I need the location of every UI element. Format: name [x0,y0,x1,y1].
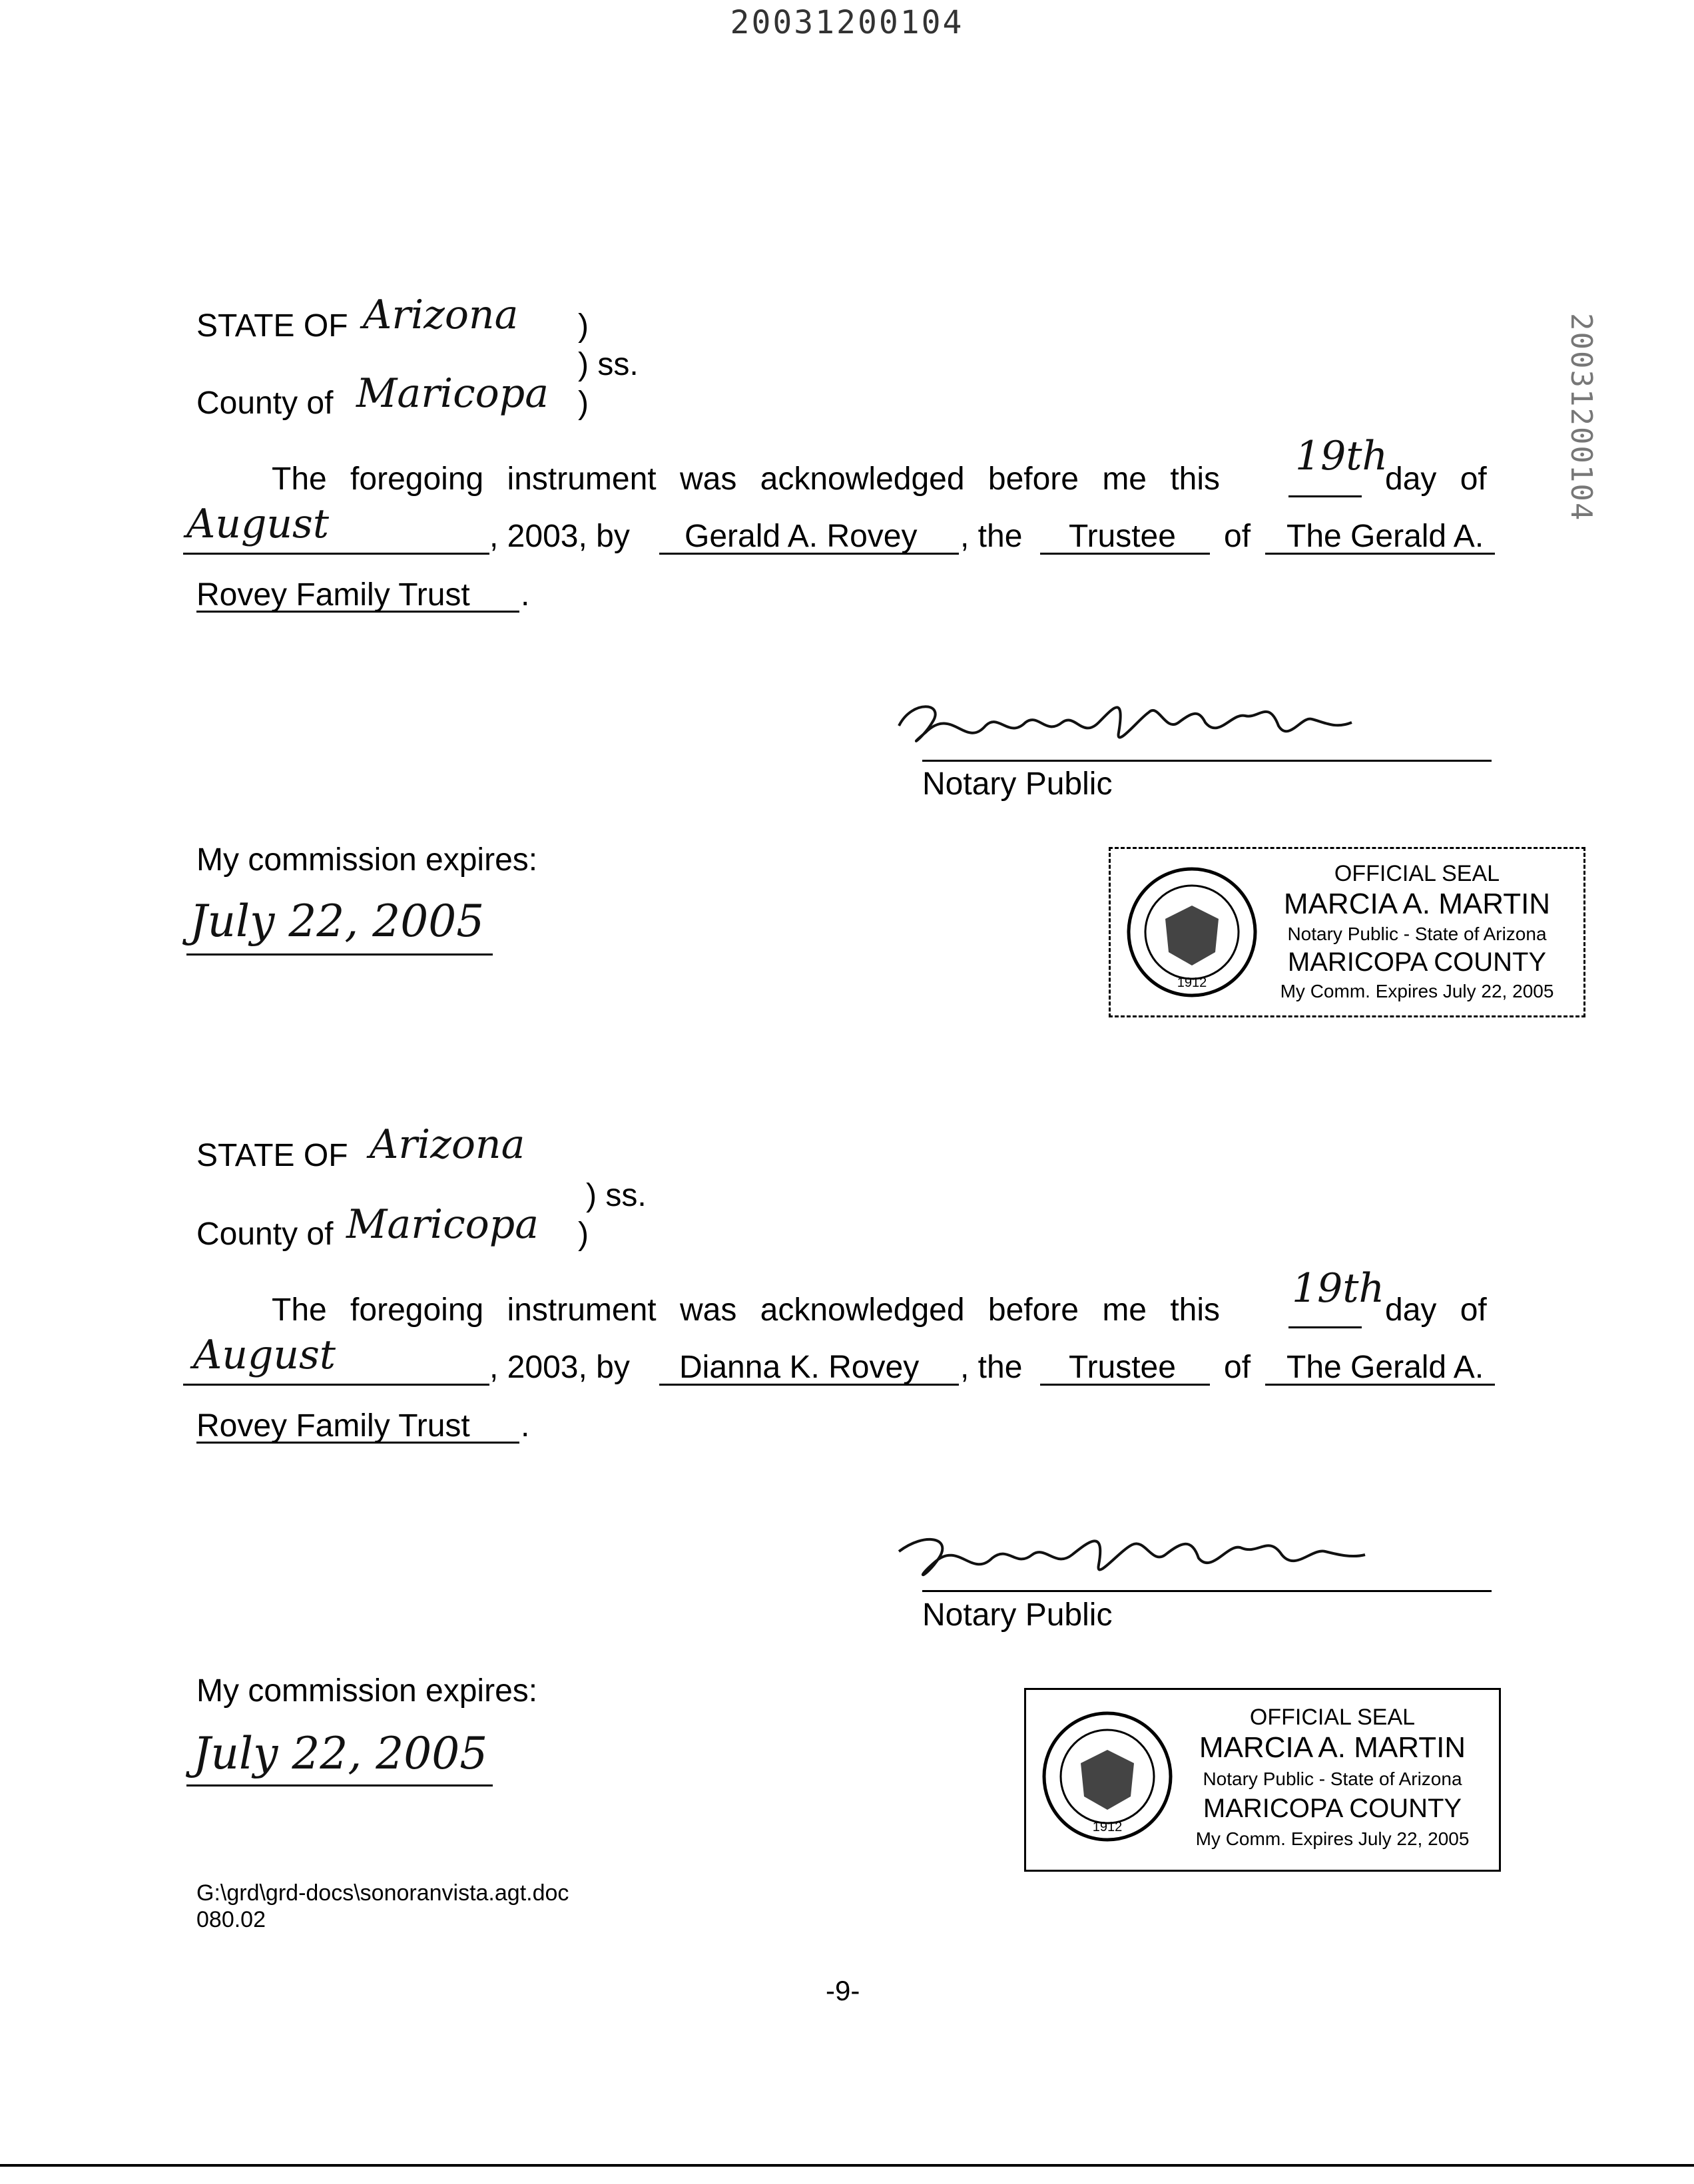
expiry-underline [186,954,493,956]
commission-label: My commission expires: [196,1673,538,1709]
seal-line-4: MARICOPA COUNTY [1203,1794,1462,1823]
entity-line-2: Rovey Family Trust [196,577,470,613]
notary-signature-1 [886,686,1432,766]
signer-name: Dianna K. Rovey [679,1350,920,1385]
day-of-label: day of [1385,1292,1487,1328]
seal-line-5: My Comm. Expires July 22, 2005 [1195,1828,1470,1849]
doc-code: 080.02 [196,1907,266,1932]
seal-line-1: OFFICIAL SEAL [1334,861,1500,886]
day-of-label: day of [1385,461,1487,497]
ss-label: ) ss. [586,1178,647,1213]
county-label: County of [196,386,334,421]
month-handwritten: August [186,501,329,547]
the-label: , the [960,519,1023,554]
the-label: , the [960,1350,1023,1385]
acknowledgment-intro: The foregoing instrument was acknowledged before me this [272,1292,1221,1328]
paren: ) [578,1217,589,1252]
seal-line-5: My Comm. Expires July 22, 2005 [1280,981,1554,1001]
entity-line-1: The Gerald A. [1286,1350,1484,1385]
file-path: G:\grd\grd-docs\sonoranvista.agt.doc [196,1880,569,1906]
signature-line [922,760,1492,762]
ss-label: ) ss. [578,347,639,382]
seal-line-3: Notary Public - State of Arizona [1203,1769,1462,1789]
seal-emblem-year: 1912 [1092,1820,1123,1834]
seal-line-4: MARICOPA COUNTY [1287,948,1547,977]
seal-line-2: MARCIA A. MARTIN [1283,888,1551,920]
notary-seal-2 [1024,1688,1501,1872]
notary-public-label: Notary Public [922,1597,1113,1633]
seal-line-3: Notary Public - State of Arizona [1287,924,1547,944]
month-underline [183,553,489,555]
notary-public-label: Notary Public [922,766,1113,802]
year-by-label: , 2003, by [489,519,630,554]
notary-seal-1 [1109,847,1585,1017]
acknowledgment-intro: The foregoing instrument was acknowledged before me this [272,461,1221,497]
state-label: STATE OF [196,1138,348,1173]
state-seal-emblem [1041,1710,1174,1843]
signature-line [922,1590,1492,1592]
day-handwritten: 19th [1292,1265,1385,1312]
county-handwritten: Maricopa [346,1201,539,1248]
period: . [521,1408,530,1444]
paren: ) [578,308,589,344]
signer-name: Gerald A. Rovey [685,519,918,554]
expiry-handwritten: July 22, 2005 [190,896,485,947]
state-handwritten: Arizona [363,292,519,338]
state-label: STATE OF [196,308,348,344]
month-underline [183,1384,489,1386]
seal-line-2: MARCIA A. MARTIN [1199,1731,1466,1764]
month-handwritten: August [193,1332,336,1378]
year-by-label: , 2003, by [489,1350,630,1385]
document-number: 20031200104 [730,4,964,41]
of-label: of [1224,519,1251,554]
paren: ) [578,386,589,421]
entity-line-1: The Gerald A. [1286,519,1484,554]
page-number: -9- [826,1975,860,2006]
commission-label: My commission expires: [196,842,538,878]
entity-line-2: Rovey Family Trust [196,1408,470,1444]
expiry-handwritten: July 22, 2005 [193,1728,488,1779]
notary-signature-2 [886,1518,1432,1598]
seal-emblem-year: 1912 [1177,975,1207,990]
state-handwritten: Arizona [370,1121,525,1168]
bottom-rule [0,2164,1694,2167]
role: Trustee [1069,519,1176,554]
side-document-number: 20031200104 [1564,313,1598,522]
county-handwritten: Maricopa [356,370,549,417]
day-underline [1288,495,1362,497]
of-label: of [1224,1350,1251,1385]
day-underline [1288,1326,1362,1328]
state-seal-emblem [1125,866,1259,999]
expiry-underline [186,1784,493,1786]
seal-line-1: OFFICIAL SEAL [1249,1705,1416,1730]
day-handwritten: 19th [1295,433,1388,479]
role: Trustee [1069,1350,1176,1385]
county-label: County of [196,1217,334,1252]
period: . [521,577,530,613]
